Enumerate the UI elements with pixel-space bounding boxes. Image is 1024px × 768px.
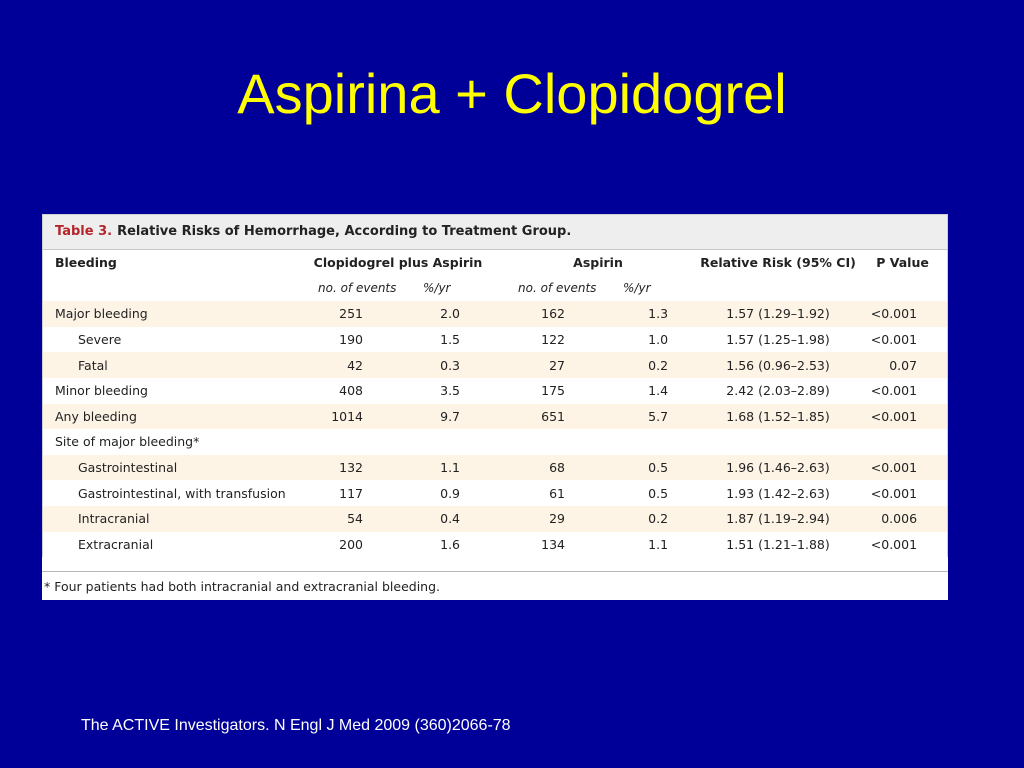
p-value: <0.001 xyxy=(858,301,947,327)
clopidogrel-events: 408 xyxy=(298,378,403,404)
aspirin-events: 122 xyxy=(498,327,603,353)
relative-risk: 1.57 (1.25–1.98) xyxy=(698,327,858,353)
relative-risk: 1.57 (1.29–1.92) xyxy=(698,301,858,327)
clopidogrel-rate xyxy=(403,429,498,455)
subheader-empty-rr xyxy=(698,276,858,302)
bleeding-table xyxy=(43,250,947,557)
aspirin-rate: 0.5 xyxy=(603,480,698,506)
table-caption-label: Table 3. xyxy=(55,224,113,239)
clopidogrel-events: 42 xyxy=(298,352,403,378)
clopidogrel-rate: 0.9 xyxy=(403,480,498,506)
table-caption-text: Relative Risks of Hemorrhage, According to Treatment Group. xyxy=(117,224,572,239)
clopidogrel-events: 200 xyxy=(298,532,403,558)
row-label: Site of major bleeding* xyxy=(43,429,298,455)
aspirin-events: 651 xyxy=(498,404,603,430)
relative-risk: 1.51 (1.21–1.88) xyxy=(698,532,858,558)
header-relative-risk: Relative Risk (95% CI) xyxy=(698,250,858,276)
aspirin-rate: 1.3 xyxy=(603,301,698,327)
clopidogrel-events: 132 xyxy=(298,455,403,481)
clopidogrel-rate: 1.1 xyxy=(403,455,498,481)
clopidogrel-rate: 9.7 xyxy=(403,404,498,430)
aspirin-events: 175 xyxy=(498,378,603,404)
p-value: <0.001 xyxy=(858,455,947,481)
row-label: Fatal xyxy=(43,352,298,378)
table-row xyxy=(43,301,947,327)
p-value: <0.001 xyxy=(858,327,947,353)
table-body xyxy=(42,250,948,557)
table-row xyxy=(43,378,947,404)
row-label: Gastrointestinal, with transfusion xyxy=(43,480,298,506)
clopidogrel-events xyxy=(298,429,403,455)
aspirin-rate: 1.0 xyxy=(603,327,698,353)
row-label: Intracranial xyxy=(43,506,298,532)
table-row xyxy=(43,455,947,481)
aspirin-rate: 1.1 xyxy=(603,532,698,558)
slide-title: Aspirina + Clopidogrel xyxy=(237,62,787,125)
clopidogrel-rate: 1.6 xyxy=(403,532,498,558)
relative-risk: 1.68 (1.52–1.85) xyxy=(698,404,858,430)
clopidogrel-events: 1014 xyxy=(298,404,403,430)
table-row xyxy=(43,327,947,353)
table-row xyxy=(43,480,947,506)
aspirin-rate xyxy=(603,429,698,455)
aspirin-events: 162 xyxy=(498,301,603,327)
table-row xyxy=(43,532,947,558)
aspirin-events: 29 xyxy=(498,506,603,532)
clopidogrel-events: 117 xyxy=(298,480,403,506)
relative-risk: 1.93 (1.42–2.63) xyxy=(698,480,858,506)
table-caption xyxy=(42,214,948,250)
row-label: Minor bleeding xyxy=(43,378,298,404)
subheader-empty-p xyxy=(858,276,947,302)
aspirin-rate: 0.2 xyxy=(603,352,698,378)
relative-risk: 1.56 (0.96–2.53) xyxy=(698,352,858,378)
clopidogrel-events: 251 xyxy=(298,301,403,327)
table-bottom-rule xyxy=(42,571,948,572)
row-label: Severe xyxy=(43,327,298,353)
clopidogrel-rate: 3.5 xyxy=(403,378,498,404)
table-footnote: * Four patients had both intracranial and extracranial bleeding. xyxy=(44,579,441,594)
aspirin-events: 61 xyxy=(498,480,603,506)
table-row xyxy=(43,506,947,532)
aspirin-rate: 0.2 xyxy=(603,506,698,532)
subheader-events-clopidogrel: no. of events xyxy=(298,276,403,302)
subheader-rate-aspirin: %/yr xyxy=(603,276,698,302)
clopidogrel-events: 54 xyxy=(298,506,403,532)
aspirin-rate: 5.7 xyxy=(603,404,698,430)
clopidogrel-rate: 2.0 xyxy=(403,301,498,327)
subheader-rate-clopidogrel: %/yr xyxy=(403,276,498,302)
p-value: 0.006 xyxy=(858,506,947,532)
table-row xyxy=(43,352,947,378)
aspirin-events: 134 xyxy=(498,532,603,558)
row-label: Extracranial xyxy=(43,532,298,558)
clopidogrel-rate: 0.4 xyxy=(403,506,498,532)
header-p-value: P Value xyxy=(858,250,947,276)
row-label: Any bleeding xyxy=(43,404,298,430)
clopidogrel-rate: 1.5 xyxy=(403,327,498,353)
aspirin-rate: 1.4 xyxy=(603,378,698,404)
p-value xyxy=(858,429,947,455)
relative-risk: 1.87 (1.19–2.94) xyxy=(698,506,858,532)
p-value: <0.001 xyxy=(858,378,947,404)
p-value: <0.001 xyxy=(858,404,947,430)
aspirin-events xyxy=(498,429,603,455)
row-label: Gastrointestinal xyxy=(43,455,298,481)
header-aspirin: Aspirin xyxy=(498,250,698,276)
citation: The ACTIVE Investigators. N Engl J Med 2009 (360)2066-78 xyxy=(81,717,511,734)
p-value: 0.07 xyxy=(858,352,947,378)
relative-risk: 2.42 (2.03–2.89) xyxy=(698,378,858,404)
clopidogrel-events: 190 xyxy=(298,327,403,353)
table-row xyxy=(43,404,947,430)
clopidogrel-rate: 0.3 xyxy=(403,352,498,378)
subheader-events-aspirin: no. of events xyxy=(498,276,603,302)
row-label: Major bleeding xyxy=(43,301,298,327)
p-value: <0.001 xyxy=(858,480,947,506)
table-row xyxy=(43,429,947,455)
relative-risk xyxy=(698,429,858,455)
header-bleeding: Bleeding xyxy=(43,250,298,276)
relative-risk: 1.96 (1.46–2.63) xyxy=(698,455,858,481)
subheader-empty xyxy=(43,276,298,302)
table-image xyxy=(42,214,948,600)
aspirin-events: 27 xyxy=(498,352,603,378)
aspirin-rate: 0.5 xyxy=(603,455,698,481)
header-clopidogrel-aspirin: Clopidogrel plus Aspirin xyxy=(298,250,498,276)
aspirin-events: 68 xyxy=(498,455,603,481)
p-value: <0.001 xyxy=(858,532,947,558)
